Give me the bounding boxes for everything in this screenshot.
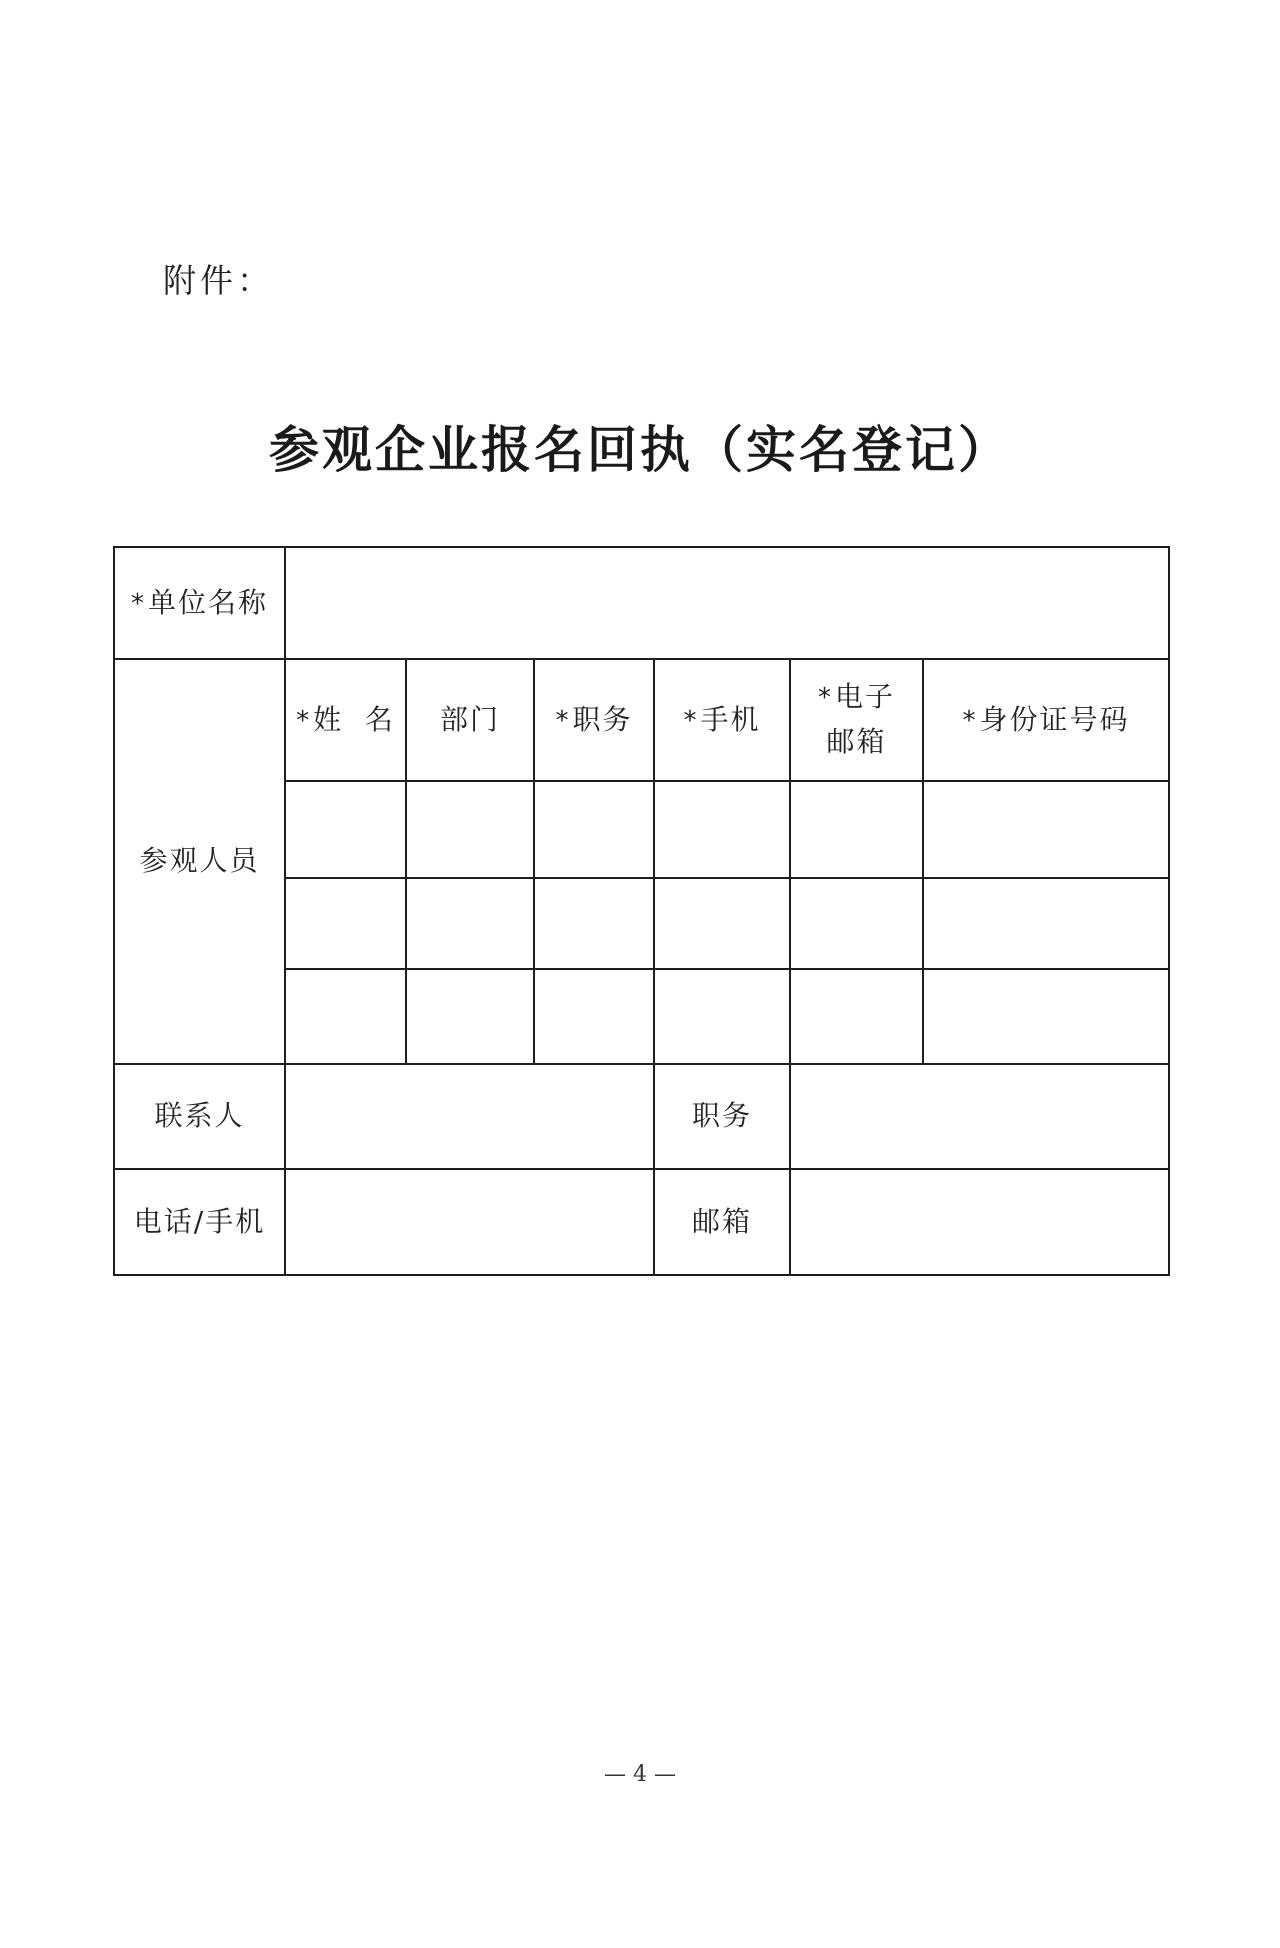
unit-name-row: [114, 547, 1169, 659]
page-title: 参观企业报名回执（实名登记）: [269, 421, 1011, 479]
required-marker: *: [130, 588, 146, 619]
phone-label: 电话/手机: [133, 1204, 266, 1238]
contact-name-field[interactable]: [285, 1064, 654, 1169]
unit-name-label-cell: [114, 547, 285, 659]
visitor-position-field[interactable]: [534, 781, 654, 878]
contact-label-cell: [114, 1064, 285, 1169]
visitor-position-field[interactable]: [534, 969, 654, 1064]
contact-phone-field[interactable]: [285, 1169, 654, 1275]
required-marker: *: [962, 705, 978, 736]
contact-label: 联系人: [154, 1099, 245, 1133]
col-email-label-line2: 邮箱: [826, 725, 887, 758]
contact-row: [114, 1064, 1169, 1169]
page-number: — 4 —: [604, 1762, 676, 1787]
contact-email-label-cell: [654, 1169, 790, 1275]
col-position-label: 职务: [572, 702, 633, 736]
contact-position-field[interactable]: [790, 1064, 1169, 1169]
col-header-email: [790, 659, 923, 781]
col-name-label: 姓 名: [313, 702, 395, 736]
required-marker: *: [683, 705, 699, 736]
visitor-mobile-field[interactable]: [654, 878, 790, 969]
required-marker: *: [817, 683, 833, 714]
visitor-position-field[interactable]: [534, 878, 654, 969]
contact-email-field[interactable]: [790, 1169, 1169, 1275]
col-header-position: [534, 659, 654, 781]
col-email-label-line1: 电子: [834, 680, 895, 714]
phone-label-cell: [114, 1169, 285, 1275]
contact-email-label: 邮箱: [691, 1204, 752, 1238]
visitor-mobile-field[interactable]: [654, 969, 790, 1064]
registration-form-table: [113, 546, 1170, 1276]
visitor-mobile-field[interactable]: [654, 781, 790, 878]
required-marker: *: [555, 705, 571, 736]
col-header-name: [285, 659, 406, 781]
visitor-email-field[interactable]: [790, 969, 923, 1064]
visitor-department-field[interactable]: [406, 969, 534, 1064]
attachment-label: 附件：: [163, 261, 274, 300]
visitors-label-cell: [114, 659, 285, 1064]
contact-position-label: 职务: [691, 1099, 752, 1133]
visitor-id-number-field[interactable]: [923, 969, 1169, 1064]
visitor-email-field[interactable]: [790, 878, 923, 969]
visitors-label: 参观人员: [139, 844, 260, 878]
col-header-mobile: [654, 659, 790, 781]
col-header-department: [406, 659, 534, 781]
visitor-name-field[interactable]: [285, 781, 406, 878]
required-marker: *: [296, 705, 312, 736]
visitor-department-field[interactable]: [406, 878, 534, 969]
phone-row: [114, 1169, 1169, 1275]
col-id-number-label: 身份证号码: [979, 702, 1130, 736]
visitor-id-number-field[interactable]: [923, 781, 1169, 878]
contact-position-label-cell: [654, 1064, 790, 1169]
visitor-id-number-field[interactable]: [923, 878, 1169, 969]
col-mobile-label: 手机: [700, 702, 761, 736]
visitor-department-field[interactable]: [406, 781, 534, 878]
col-department-label: 部门: [439, 702, 500, 736]
col-header-id-number: [923, 659, 1169, 781]
visitor-email-field[interactable]: [790, 781, 923, 878]
visitor-header-row: [114, 659, 1169, 781]
visitor-name-field[interactable]: [285, 878, 406, 969]
visitor-name-field[interactable]: [285, 969, 406, 1064]
unit-name-field[interactable]: [285, 547, 1169, 659]
unit-name-label: 单位名称: [147, 585, 268, 619]
